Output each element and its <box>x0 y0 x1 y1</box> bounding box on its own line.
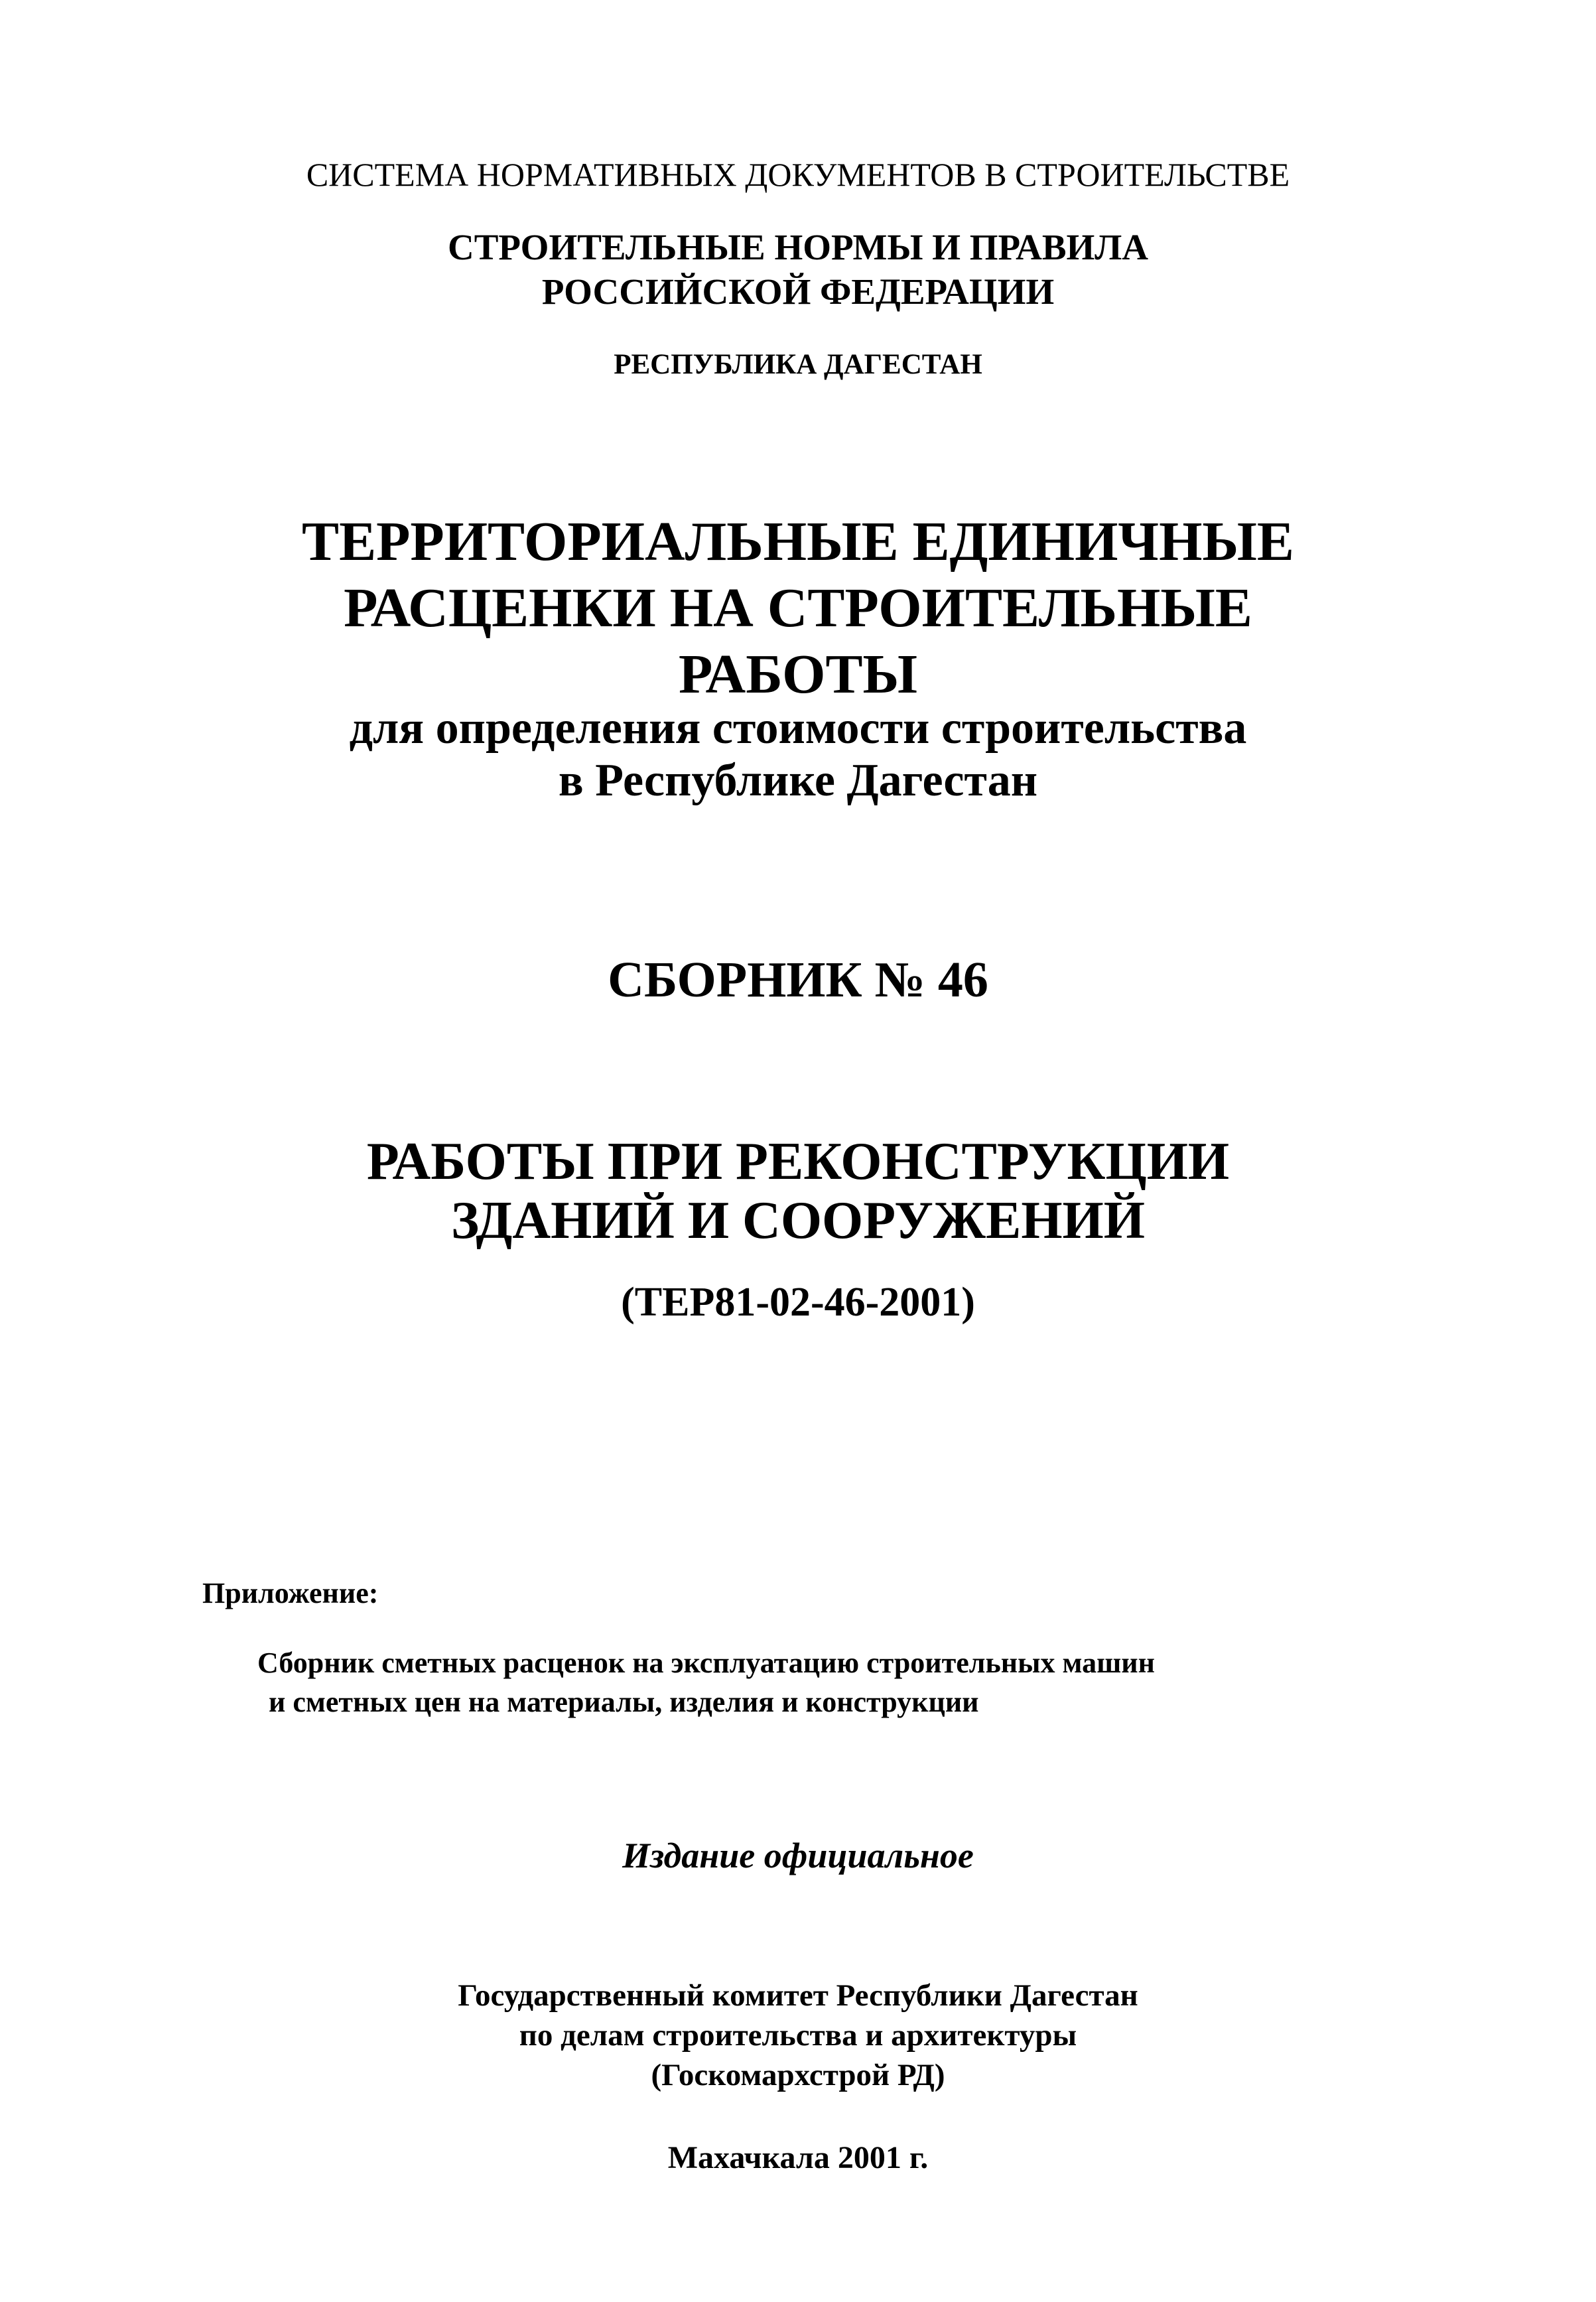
publisher-line1: Государственный комитет Республики Дагестан <box>458 1978 1138 2013</box>
collection-number: СБОРНИК № 46 <box>608 952 988 1008</box>
appendix-line2: и сметных цен на материалы, изделия и конструкции <box>269 1686 979 1718</box>
edition-note: Издание официальное <box>622 1836 974 1875</box>
title-line2: РАСЦЕНКИ НА СТРОИТЕЛЬНЫЕ <box>344 577 1252 639</box>
title-subtitle-line2: в Республике Дагестан <box>558 755 1038 806</box>
title-line3: РАБОТЫ <box>678 643 918 705</box>
title-line1: ТЕРРИТОРИАЛЬНЫЕ ЕДИНИЧНЫЕ <box>302 511 1294 573</box>
appendix-label: Приложение: <box>202 1577 379 1609</box>
norms-heading-line1: СТРОИТЕЛЬНЫЕ НОРМЫ И ПРАВИЛА <box>448 227 1148 267</box>
document-code: (ТЕР81-02-46-2001) <box>621 1280 975 1325</box>
system-heading: СИСТЕМА НОРМАТИВНЫХ ДОКУМЕНТОВ В СТРОИТЕЛЬСТВЕ <box>306 156 1290 193</box>
section-title-line1: РАБОТЫ ПРИ РЕКОНСТРУКЦИИ <box>366 1132 1230 1191</box>
title-subtitle-line1: для определения стоимости строительства <box>349 703 1247 754</box>
publisher-line3: (Госкомархстрой РД) <box>651 2058 945 2092</box>
norms-heading-line2: РОССИЙСКОЙ ФЕДЕРАЦИИ <box>541 271 1055 312</box>
section-title-line2: ЗДАНИЙ И СООРУЖЕНИЙ <box>450 1191 1145 1250</box>
imprint: Махачкала 2001 г. <box>667 2140 929 2175</box>
republic-heading: РЕСПУБЛИКА ДАГЕСТАН <box>614 349 982 380</box>
appendix-line1: Сборник сметных расценок на эксплуатацию строительных машин <box>257 1647 1155 1679</box>
publisher-line2: по делам строительства и архитектуры <box>519 2018 1077 2053</box>
